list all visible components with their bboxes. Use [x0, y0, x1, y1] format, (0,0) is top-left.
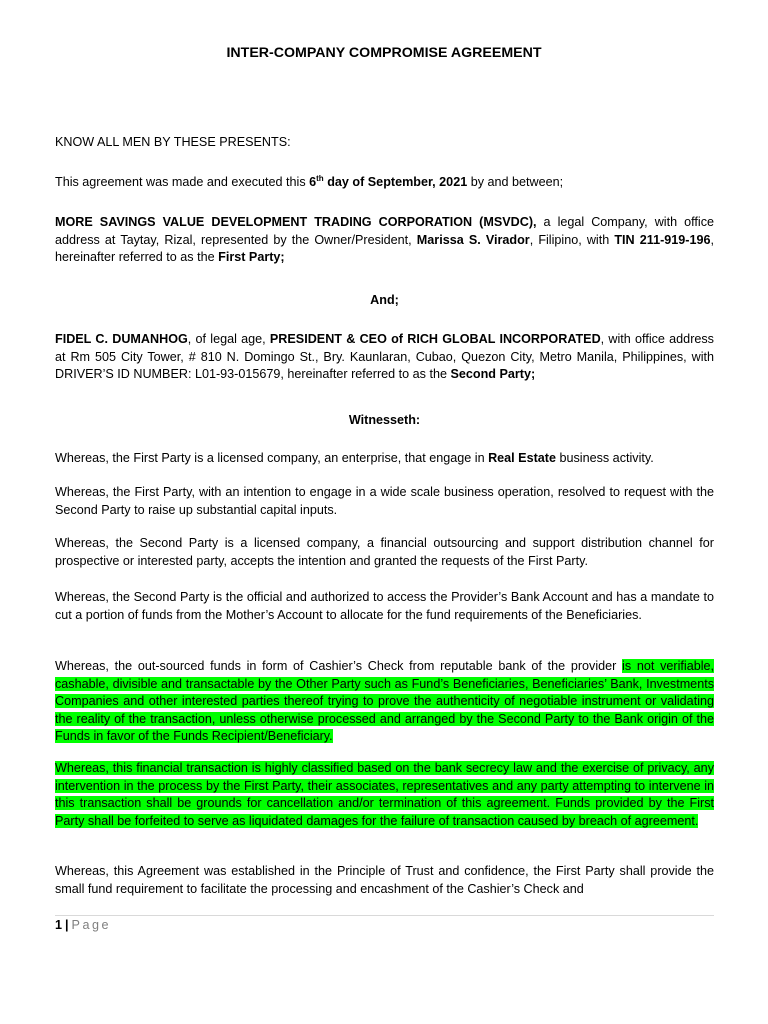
witnesseth-label: Witnesseth: [348, 413, 421, 427]
page-separator: | [65, 918, 69, 932]
whereas-1-bold: Real Estate [488, 451, 556, 465]
whereas-7 [55, 863, 714, 898]
and-heading [55, 292, 714, 310]
whereas-4 [55, 589, 714, 624]
agreement-date-paragraph [55, 174, 714, 192]
second-party-role: Second Party; [450, 367, 536, 381]
second-party-position: PRESIDENT & CEO of RICH GLOBAL INCORPORATED [269, 332, 601, 346]
first-party-name: MORE SAVINGS VALUE DEVELOPMENT TRADING CORPORATION (MSVDC), [55, 215, 537, 229]
and-label: And; [370, 293, 399, 307]
first-party-role: First Party; [218, 250, 285, 264]
second-party-paragraph [55, 331, 714, 384]
first-party-tin: TIN 211-919-196 [614, 232, 711, 247]
intro-line [55, 134, 714, 152]
made-day: 6 [309, 175, 317, 189]
whereas-1-text: Whereas, the First Party is a licensed company, an enterprise, that engage in [55, 451, 489, 465]
whereas-1-tail: business activity. [555, 451, 654, 465]
whereas-2 [55, 484, 714, 519]
page-footer [55, 918, 111, 932]
document-title: INTER-COMPANY COMPROMISE AGREEMENT [226, 45, 542, 61]
witnesseth-heading [55, 412, 714, 430]
whereas-3-text: Whereas, the Second Party is a licensed company, a financial outsourcing and support distribution channel for prospective or interested party, accepts the intention and granted the requests of the First Party. [55, 536, 714, 568]
first-party-paragraph [55, 214, 714, 267]
whereas-6-highlighted-text: Whereas, this financial transaction is highly classified based on the bank secrecy law and the exercise of privacy, any intervention in the process by the First Party, their associates, representatives and any party attempting to intervene in this transaction shall be grounds for cancellation and/or termination of this agreement. Funds provided by the First Party shall be forfeited to serve as liquidated damages for the failure of transaction caused by breach of agreement. [55, 761, 714, 828]
whereas-4-text: Whereas, the Second Party is the official and authorized to access the Provider’s Bank Account and has a mandate to cut a portion of funds from the Mother’s Account to allocate for the fund requirements of the Beneficiaries. [55, 590, 714, 622]
intro-text: KNOW ALL MEN BY THESE PRESENTS: [55, 135, 291, 149]
made-post-text: by and between; [467, 175, 564, 189]
whereas-5 [55, 658, 714, 746]
page-word: Page [71, 918, 111, 932]
first-party-representative: Marissa S. Virador [416, 232, 530, 247]
made-pre-text: This agreement was made and executed this [55, 175, 310, 189]
first-party-text-1: a legal Company, with office address at Taytay, Rizal, represented by the Owner/President, [55, 215, 714, 247]
made-day-of: day of September, 2021 [323, 175, 468, 189]
whereas-5-text: Whereas, the out-sourced funds in form of Cashier’s Check from reputable bank of the provider [55, 659, 623, 673]
second-party-text-1: , of legal age, [187, 332, 270, 346]
whereas-5-highlighted-text: is not verifiable, cashable, divisible and transactable by the Other Party such as Fund’s Beneficiaries, Beneficiaries’ Bank, Investments Companies and other interested parties thereof trying to prove the authenticity of negotiable instrument or validating the reality of the transaction, unless otherwise processed and arranged by the Second Party to the Bank origin of the Funds in favor of the Funds Recipient/Beneficiary. [55, 659, 714, 743]
made-day-suffix: th [316, 174, 324, 183]
second-party-name: FIDEL C. DUMANHOG [55, 332, 188, 346]
first-party-text-3: , hereinafter referred to as the [55, 232, 714, 264]
first-party-text-2: , Filipino, with [529, 232, 615, 247]
whereas-3 [55, 535, 714, 570]
whereas-1 [55, 450, 714, 468]
whereas-2-text: Whereas, the First Party, with an intention to engage in a wide scale business operation, resolved to request with the Second Party to raise up substantial capital inputs. [55, 485, 714, 517]
whereas-6 [55, 760, 714, 830]
footer-divider [55, 915, 714, 916]
second-party-text-2: , with office address at Rm 505 City Tower, # 810 N. Domingo St., Bry. Kaunlaran, Cubao, Quezon City, Metro Manila, Philippines, with DRIVER’S ID NUMBER: L01-93-015679, hereinafter referred to as the [55, 332, 714, 381]
whereas-7-text: Whereas, this Agreement was established in the Principle of Trust and confidence, the First Party shall provide the small fund requirement to facilitate the processing and encashment of the Cashier’s Check and [55, 864, 714, 896]
page-number: 1 [55, 918, 63, 932]
